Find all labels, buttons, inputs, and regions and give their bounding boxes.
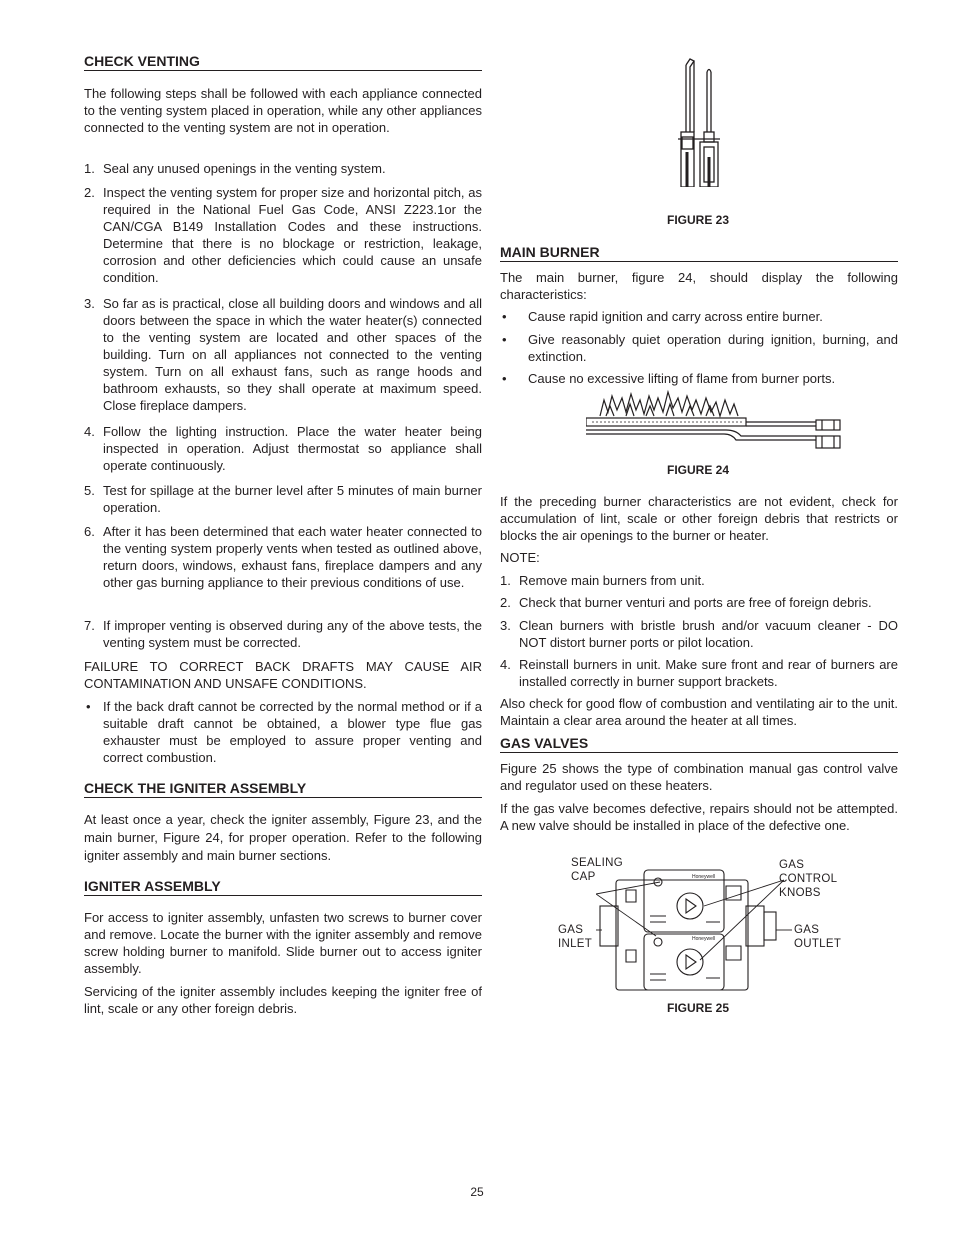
step-number: 6. <box>84 524 95 539</box>
burner-bullet-2 <box>500 331 898 365</box>
figure-24-caption: FIGURE 24 <box>667 463 730 477</box>
check-venting-heading: CHECK VENTING <box>84 53 482 71</box>
step-text: So far as is practical, close all building doors and windows and all doors between the space in which the water heater(s) connected to the venting system are located and other spaces of the building. Turn on all appliances not connected to the venting system. Turn on all exhaust fans, such as range hoods and bathroom exhausts, so they shall operate at maximum speed. Close fireplace dampers. <box>103 296 482 413</box>
check-igniter-heading: CHECK THE IGNITER ASSEMBLY <box>84 780 482 798</box>
label-line: KNOBS <box>779 887 821 899</box>
main-burner-heading: MAIN BURNER <box>500 244 898 262</box>
venting-step-4 <box>84 423 482 474</box>
step-number: 3. <box>84 296 95 311</box>
valve-brand-text-bottom: Honeywell <box>692 936 716 942</box>
step-number: 4. <box>500 657 511 672</box>
step-number: 7. <box>84 618 95 633</box>
gas-outlet-label <box>794 923 841 951</box>
label-line: OUTLET <box>794 938 842 950</box>
label-line: GAS <box>779 859 805 871</box>
airflow-text: Also check for good flow of combustion and ventilating air to the unit. Maintain a clear area around the heater at all times. <box>500 696 898 728</box>
gas-valves-heading: GAS VALVES <box>500 735 898 753</box>
burner-step-4 <box>500 656 898 690</box>
step-text: If improper venting is observed during any of the above tests, the venting system must be corrected. <box>103 618 482 650</box>
venting-step-1 <box>84 160 482 177</box>
step-text: Seal any unused openings in the venting system. <box>103 161 386 176</box>
main-burner-intro: The main burner, figure 24, should display the following characteristics: <box>500 270 898 302</box>
step-text: Inspect the venting system for proper size and horizontal pitch, as required in the National Fuel Gas Code, ANSI Z223.1or the CAN/CGA B149 Installation Codes and these instructions. Determine that there is no blockage or restriction, leakage, corrosion and other deficiencies which could cause an unsafe condition. <box>103 185 482 285</box>
igniter-assembly-p1: For access to igniter assembly, unfasten two screws to burner cover and remove. Locate the burner with the igniter assembly and remove screw holding burner to manifold. Slide burner out to access igniter assembly. <box>84 910 482 976</box>
step-number: 3. <box>500 618 511 633</box>
gas-valves-p2: If the gas valve becomes defective, repairs should not be attempted. A new valve should be installed in place of the defective one. <box>500 801 898 833</box>
bullet-icon: • <box>502 332 507 347</box>
back-draft-warning: FAILURE TO CORRECT BACK DRAFTS MAY CAUSE AIR CONTAMINATION AND UNSAFE CONDITIONS. <box>84 659 482 691</box>
step-text: Remove main burners from unit. <box>519 573 705 588</box>
burner-bullet-1 <box>500 308 898 325</box>
bullet-text: If the back draft cannot be corrected by the normal method or if a suitable draft cannot be obtained, a blower type flue gas exhauster must be employed to assure proper venting and correct combustion. <box>103 699 482 765</box>
label-line: CAP <box>571 871 596 883</box>
bullet-icon: • <box>502 371 507 386</box>
label-line: SEALING <box>571 857 623 869</box>
burner-step-2 <box>500 594 898 611</box>
venting-step-6 <box>84 523 482 591</box>
bullet-text: Cause rapid ignition and carry across entire burner. <box>528 309 823 324</box>
step-number: 1. <box>500 573 511 588</box>
burner-step-3 <box>500 617 898 651</box>
step-text: Check that burner venturi and ports are free of foreign debris. <box>519 595 872 610</box>
igniter-assembly-illustration <box>660 57 740 187</box>
step-number: 5. <box>84 483 95 498</box>
bullet-icon: • <box>86 699 91 714</box>
gas-control-knobs-label <box>779 858 837 900</box>
step-text: Test for spillage at the burner level after 5 minutes of main burner operation. <box>103 483 482 515</box>
check-venting-intro: The following steps shall be followed with each appliance connected to the venting system placed in operation, while any other appliances connected to the venting system are not in operation. <box>84 86 482 135</box>
figure-25-caption: FIGURE 25 <box>667 1001 730 1015</box>
step-number: 1. <box>84 161 95 176</box>
figure-23-caption: FIGURE 23 <box>667 213 730 227</box>
step-text: Clean burners with bristle brush and/or vacuum cleaner - DO NOT distort burner ports or pilot location. <box>519 618 898 650</box>
venting-step-2 <box>84 184 482 286</box>
burner-debris-text: If the preceding burner characteristics are not evident, check for accumulation of lint, scale or other foreign debris that restricts or blocks the air openings to the burner or heater. <box>500 494 898 543</box>
bullet-text: Cause no excessive lifting of flame from burner ports. <box>528 371 836 386</box>
label-line: GAS <box>558 924 584 936</box>
venting-step-3 <box>84 295 482 414</box>
gas-valves-p1: Figure 25 shows the type of combination manual gas control valve and regulator used on these heaters. <box>500 761 898 793</box>
step-text: After it has been determined that each water heater connected to the venting system properly vents when tested as outlined above, return doors, windows, exhaust fans, fireplace dampers and any other gas burning appliance to their previous conditions of use. <box>103 524 482 590</box>
step-number: 2. <box>84 185 95 200</box>
gas-valve-illustration <box>596 866 796 996</box>
page-number: 25 <box>470 1185 484 1199</box>
burner-bullet-3 <box>500 370 898 387</box>
check-igniter-text: At least once a year, check the igniter assembly, Figure 23, and the main burner, Figure 24, for proper operation. Refer to the following igniter assembly and main burner sections. <box>84 812 482 863</box>
step-number: 2. <box>500 595 511 610</box>
note-label: NOTE: <box>500 550 540 565</box>
igniter-assembly-heading: IGNITER ASSEMBLY <box>84 878 482 896</box>
burner-step-1 <box>500 572 898 589</box>
gas-inlet-label <box>558 923 592 951</box>
step-text: Follow the lighting instruction. Place the water heater being inspected in operation. Adjust thermostat so appliance shall operate continuously. <box>103 424 482 473</box>
bullet-icon: • <box>502 309 507 324</box>
valve-brand-text-top: Honeywell <box>692 874 716 880</box>
label-line: GAS <box>794 924 820 936</box>
venting-step-5 <box>84 482 482 516</box>
back-draft-bullet <box>84 698 482 766</box>
bullet-text: Give reasonably quiet operation during ignition, burning, and extinction. <box>528 332 898 364</box>
sealing-cap-label <box>571 856 623 884</box>
step-text: Reinstall burners in unit. Make sure front and rear of burners are installed correctly in burner support brackets. <box>519 657 898 689</box>
venting-step-7 <box>84 617 482 651</box>
label-line: INLET <box>558 938 593 950</box>
step-number: 4. <box>84 424 95 439</box>
igniter-assembly-p2: Servicing of the igniter assembly includes keeping the igniter free of lint, scale or any other foreign debris. <box>84 984 482 1016</box>
main-burner-illustration <box>586 388 846 460</box>
label-line: CONTROL <box>779 873 838 885</box>
